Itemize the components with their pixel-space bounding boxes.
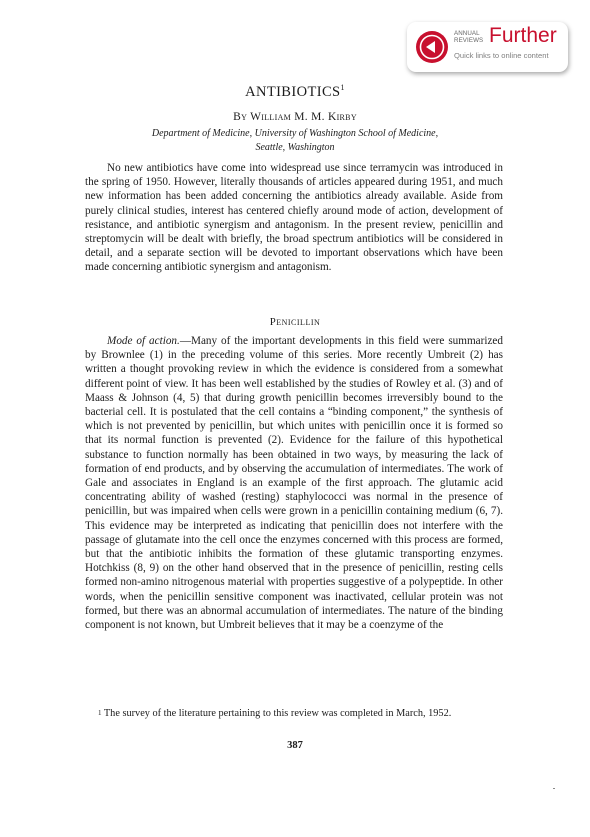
affiliation-line-1: Department of Medicine, University of Washington School of Medicine, xyxy=(151,128,439,139)
further-subtitle: Quick links to online content xyxy=(454,51,549,60)
affiliation-line-2: Seattle, Washington xyxy=(255,142,335,153)
mode-of-action-text: —Many of the important developments in this field were summarized by Brownlee (1) in the preceding volume of this series. More recently Umbreit (2) has written a thought provoking review in which the evidence is considered from a somewhat different point of view. It has been well established by the studies of Rowley et al. (3) and of Maass & Johnson (4, 5) that during growth penicillin becomes irreversibly bound to the bacterial cell. It is postulated that the cell contains a “binding component,” the synthesis of which is not prevented by penicillin, but which unites with penicillin once it is formed so that its normal function is prevented (2). Evidence for the failure of this hypothetical substance to function normally has been obtained in two ways, by measuring the lack of formation of end products, and by observing the accumulation of intermediates. The work of Gale and associates in England is an example of the first approach. The glutamic acid concentrating ability of washed (resting) staphylococci was normal in the presence of penicillin, but was impaired when cells were grown in a penicillin containing medium (6, 7). This evidence may be interpreted as indicating that penicillin does not interfere with the passage of glutamate into the cell once the enzymes concerned with this process are formed, but that the antibiotic inhibits the formation of these glutamic transporting enzymes. Hotchkiss (8, 9) on the other hand observed that in the presence of penicillin, resting cells formed non-amino nitrogenous material with properties suggestive of a polypeptide. In other words, when the penicillin sensitive component was inactivated, cellular protein was not formed, but there was an abnormal accumulation of intermediates. The nature of the binding component is not known, but Umbreit believes that it may be a coenzyme of the xyxy=(85,335,503,632)
mode-of-action-label: Mode of action. xyxy=(107,335,180,347)
annual-reviews-further-badge[interactable] xyxy=(407,22,568,72)
brand-line-annual: ANNUAL xyxy=(454,30,480,37)
footnote-mark: 1 xyxy=(98,709,102,717)
footnote xyxy=(85,707,503,721)
mode-of-action-section xyxy=(85,334,503,632)
footnote-text: The survey of the literature pertaining to this review was completed in March, 1952. xyxy=(101,708,452,719)
intro-paragraph: No new antibiotics have come into widespread use since terramycin was introduced in the spring of 1950. However, literally thousands of articles appeared during 1951, and much new information has been added concerning the antibiotics already available. Aside from purely clinical studies, interest has centered chiefly around mode of action, development of resistance, and antibiotic synergism and antagonism. In the present review, penicillin and streptomycin will be dealt with briefly, the broad spectrum antibiotics will be considered in detail, and a separate section will be devoted to important observations which have been made concerning antibiotic synergism and antagonism. xyxy=(85,162,503,274)
mode-of-action-paragraph xyxy=(85,334,503,632)
author-affiliation xyxy=(0,127,590,155)
further-label: Further xyxy=(489,24,557,47)
scan-mark xyxy=(553,788,555,789)
section-heading-penicillin: Penicillin xyxy=(269,316,321,328)
author-byline: By William M. M. Kirby xyxy=(233,111,357,123)
brand-line-reviews: REVIEWS xyxy=(454,37,484,44)
annual-reviews-logo-text xyxy=(454,30,488,44)
speaker-icon xyxy=(416,31,448,63)
title-footnote-mark: 1 xyxy=(340,83,345,92)
intro-section xyxy=(85,161,503,275)
article-title-text: ANTIBIOTICS xyxy=(245,84,341,100)
page-number: 387 xyxy=(287,740,303,751)
article-title xyxy=(0,84,590,101)
